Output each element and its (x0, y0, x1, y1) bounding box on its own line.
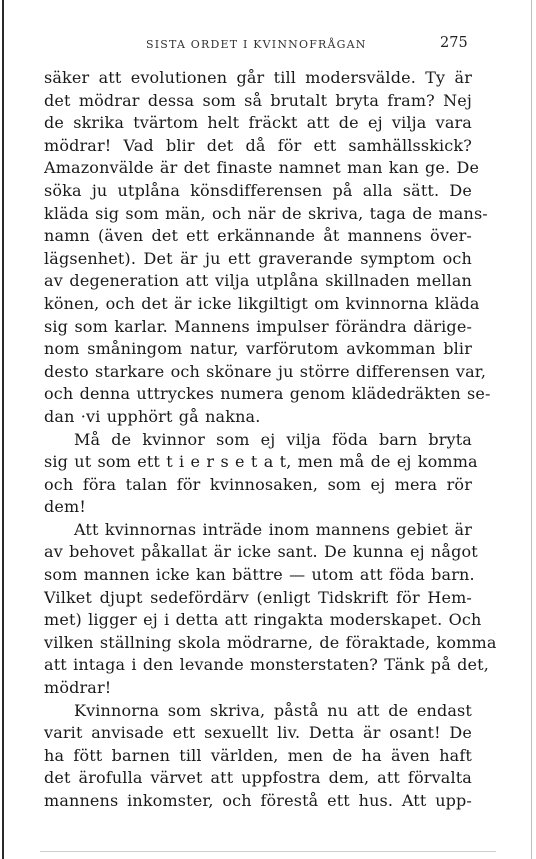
text-line: Kvinnorna som skriva, påstå nu att de endast (74, 700, 472, 720)
body-text (44, 67, 497, 813)
text-line: mödrar! Vad blir det då för ett samhällsskick? (44, 135, 472, 155)
text-line: vilken ställning skola mödrarne, de föraktade, komma (44, 632, 497, 652)
text-line: mödrar! (44, 678, 112, 698)
text-line: ha fött barnen till världen, men de ha även haft (44, 745, 472, 765)
page-edge-right (531, 0, 532, 859)
text-line: könen, och det är icke likgiltigt om kvinnorna kläda (44, 293, 480, 313)
text-line: det mödrar dessa som så brutalt bryta fram? Nej (44, 90, 472, 110)
text-line: Må de kvinnor som ej vilja föda barn bryta (74, 429, 472, 449)
text-line: och denna uttryckes numera genom klädedräkten se- (44, 384, 491, 404)
text-line: Att kvinnornas inträde inom mannens gebiet är (74, 519, 472, 539)
text-line: säker att evolutionen går till modersvälde. Ty är (44, 68, 472, 87)
text-line: av degeneration att vilja utplåna skillnaden mellan (44, 271, 472, 291)
text-line: namn (även det ett erkännande åt mannens över- (44, 226, 472, 246)
text-line: Amazonvälde är det finaste namnet man kan ge. De (44, 158, 480, 178)
text-line: det ärofulla värvet att uppfostra dem, att förvalta (44, 768, 472, 788)
text-line: dem! (44, 497, 86, 517)
text-line: att intaga i den levande monsterstaten? Tänk på det, (44, 655, 489, 675)
text-line: Vilket djupt sedefördärv (enligt Tidskrift för Hem- (44, 587, 472, 607)
page-edge-left (2, 0, 4, 859)
text-line: och föra talan för kvinnosaken, som ej mera rör (44, 474, 472, 494)
running-head: SISTA ORDET I KVINNOFRÅGAN (146, 38, 367, 51)
text-line: sig som karlar. Mannens impulser förändra därige- (44, 316, 472, 336)
text-line: lägsenhet). Det är ju ett graverande symptom och (44, 248, 472, 268)
text-line: sig ut som ett t i e r s e t a t, men må de ej komma (44, 452, 478, 472)
text-line: kläda sig som män, och när de skriva, taga de mans- (44, 203, 488, 223)
text-line: av behovet påkallat är icke sant. De kunna ej något (44, 542, 478, 562)
text-line: söka ju utplåna könsdifferensen på alla sätt. De (44, 180, 472, 200)
text-line: mannens inkomster, och förestå ett hus. Att upp- (44, 791, 472, 810)
text-line: dan ·vi upphört gå nakna. (44, 406, 261, 426)
page-number: 275 (440, 35, 468, 51)
text-line: varit anvisade ett sexuellt liv. Detta är osant! De (44, 723, 472, 743)
text-line: som mannen icke kan bättre — utom att föda barn. (44, 565, 475, 585)
bottom-scan-line (40, 851, 496, 852)
text-line: desto starkare och skönare ju större differensen var, (44, 361, 487, 381)
text-line: de skrika tvärtom helt fräckt att de ej vilja vara (44, 113, 472, 133)
text-line: nom småningom natur, varförutom avkomman blir (44, 339, 472, 359)
text-line: met) ligger ej i detta att ringakta moderskapet. Och (44, 610, 482, 630)
